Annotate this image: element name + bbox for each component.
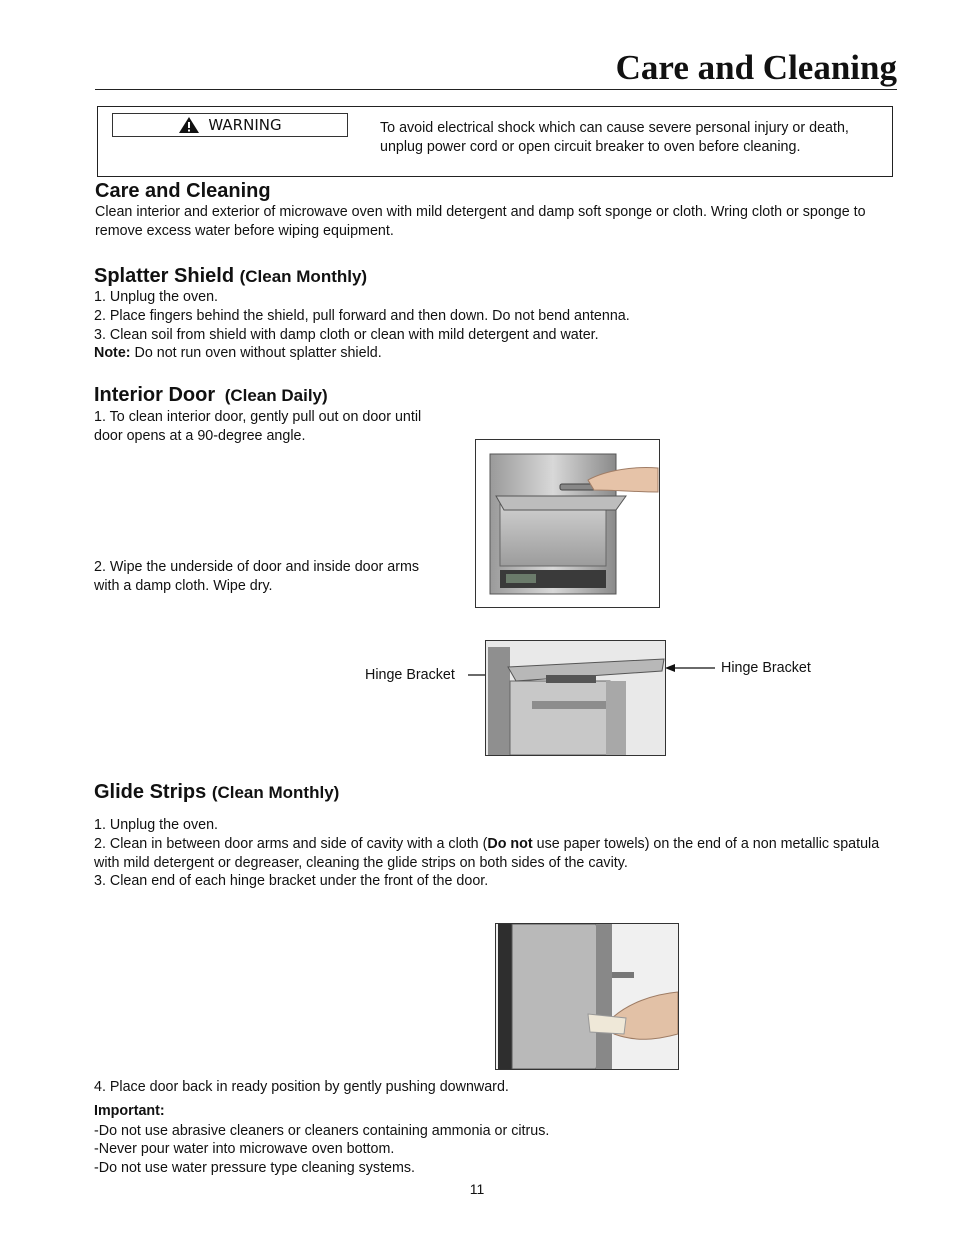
glide-title: Glide Strips	[94, 781, 207, 803]
hinge-bracket-photo	[485, 640, 666, 756]
warning-label: WARNING	[208, 116, 282, 134]
glide-heading	[94, 781, 339, 804]
interior-step-1: 1. To clean interior door, gently pull out on door until door opens at a 90-degree angle.	[94, 409, 422, 444]
hinge-bracket-label-left: Hinge Bracket	[365, 667, 455, 683]
glide-step-2	[94, 835, 902, 872]
glide-step-1: 1. Unplug the oven.	[94, 817, 218, 833]
important-item-3: -Do not use water pressure type cleaning systems.	[94, 1160, 416, 1176]
glide-step-4: 4. Place door back in ready position by gently pushing downward.	[94, 1079, 509, 1095]
care-body: Clean interior and exterior of microwave oven with mild detergent and damp soft sponge or cloth. Wring cloth or sponge to remove excess water before wiping equipment.	[95, 204, 866, 239]
warning-text: To avoid electrical shock which can cause severe personal injury or death, unplug power cord or open circuit breaker to oven before cleaning.	[380, 120, 849, 155]
important-item-2: -Never pour water into microwave oven bottom.	[94, 1141, 395, 1157]
splatter-note	[94, 344, 382, 363]
glide-strip-cleaning-photo	[495, 923, 679, 1070]
glide-step-2-b: use paper towels) on the end of a non metallic spatula with mild detergent or degreaser, cleaning the glide strips on both sides of the cavity.	[94, 836, 880, 871]
splatter-step-2: 2. Place fingers behind the shield, pull forward and then down. Do not bend antenna.	[94, 308, 630, 324]
glide-step-2-bold: Do not	[487, 836, 533, 852]
glide-step-3: 3. Clean end of each hinge bracket under the front of the door.	[94, 873, 489, 889]
glide-step-2-a: 2. Clean in between door arms and side of cavity with a cloth (	[94, 836, 488, 852]
care-heading: Care and Cleaning	[95, 180, 271, 202]
title-rule	[95, 89, 897, 90]
splatter-frequency: (Clean Monthly)	[239, 267, 368, 286]
oven-door-open-photo	[475, 439, 660, 608]
important-label: Important:	[94, 1103, 165, 1119]
glide-frequency: (Clean Monthly)	[211, 783, 340, 802]
page-title: Care and Cleaning	[615, 48, 897, 87]
note-text: Do not run oven without splatter shield.	[130, 345, 382, 361]
interior-heading	[94, 384, 328, 407]
splatter-heading	[94, 265, 367, 288]
interior-title: Interior Door	[94, 384, 216, 406]
splatter-step-3: 3. Clean soil from shield with damp cloth or clean with mild detergent and water.	[94, 327, 599, 343]
interior-frequency: (Clean Daily)	[224, 386, 328, 405]
important-item-1: -Do not use abrasive cleaners or cleaners containing ammonia or citrus.	[94, 1123, 550, 1139]
splatter-title: Splatter Shield	[94, 265, 235, 287]
page-number: 11	[469, 1181, 485, 1197]
warning-label-box	[112, 113, 348, 137]
interior-step-2: 2. Wipe the underside of door and inside door arms with a damp cloth. Wipe dry.	[94, 559, 420, 594]
splatter-step-1: 1. Unplug the oven.	[94, 289, 218, 305]
warning-triangle-icon	[178, 116, 200, 134]
hinge-bracket-label-right: Hinge Bracket	[721, 660, 811, 676]
note-label: Note:	[94, 345, 131, 361]
